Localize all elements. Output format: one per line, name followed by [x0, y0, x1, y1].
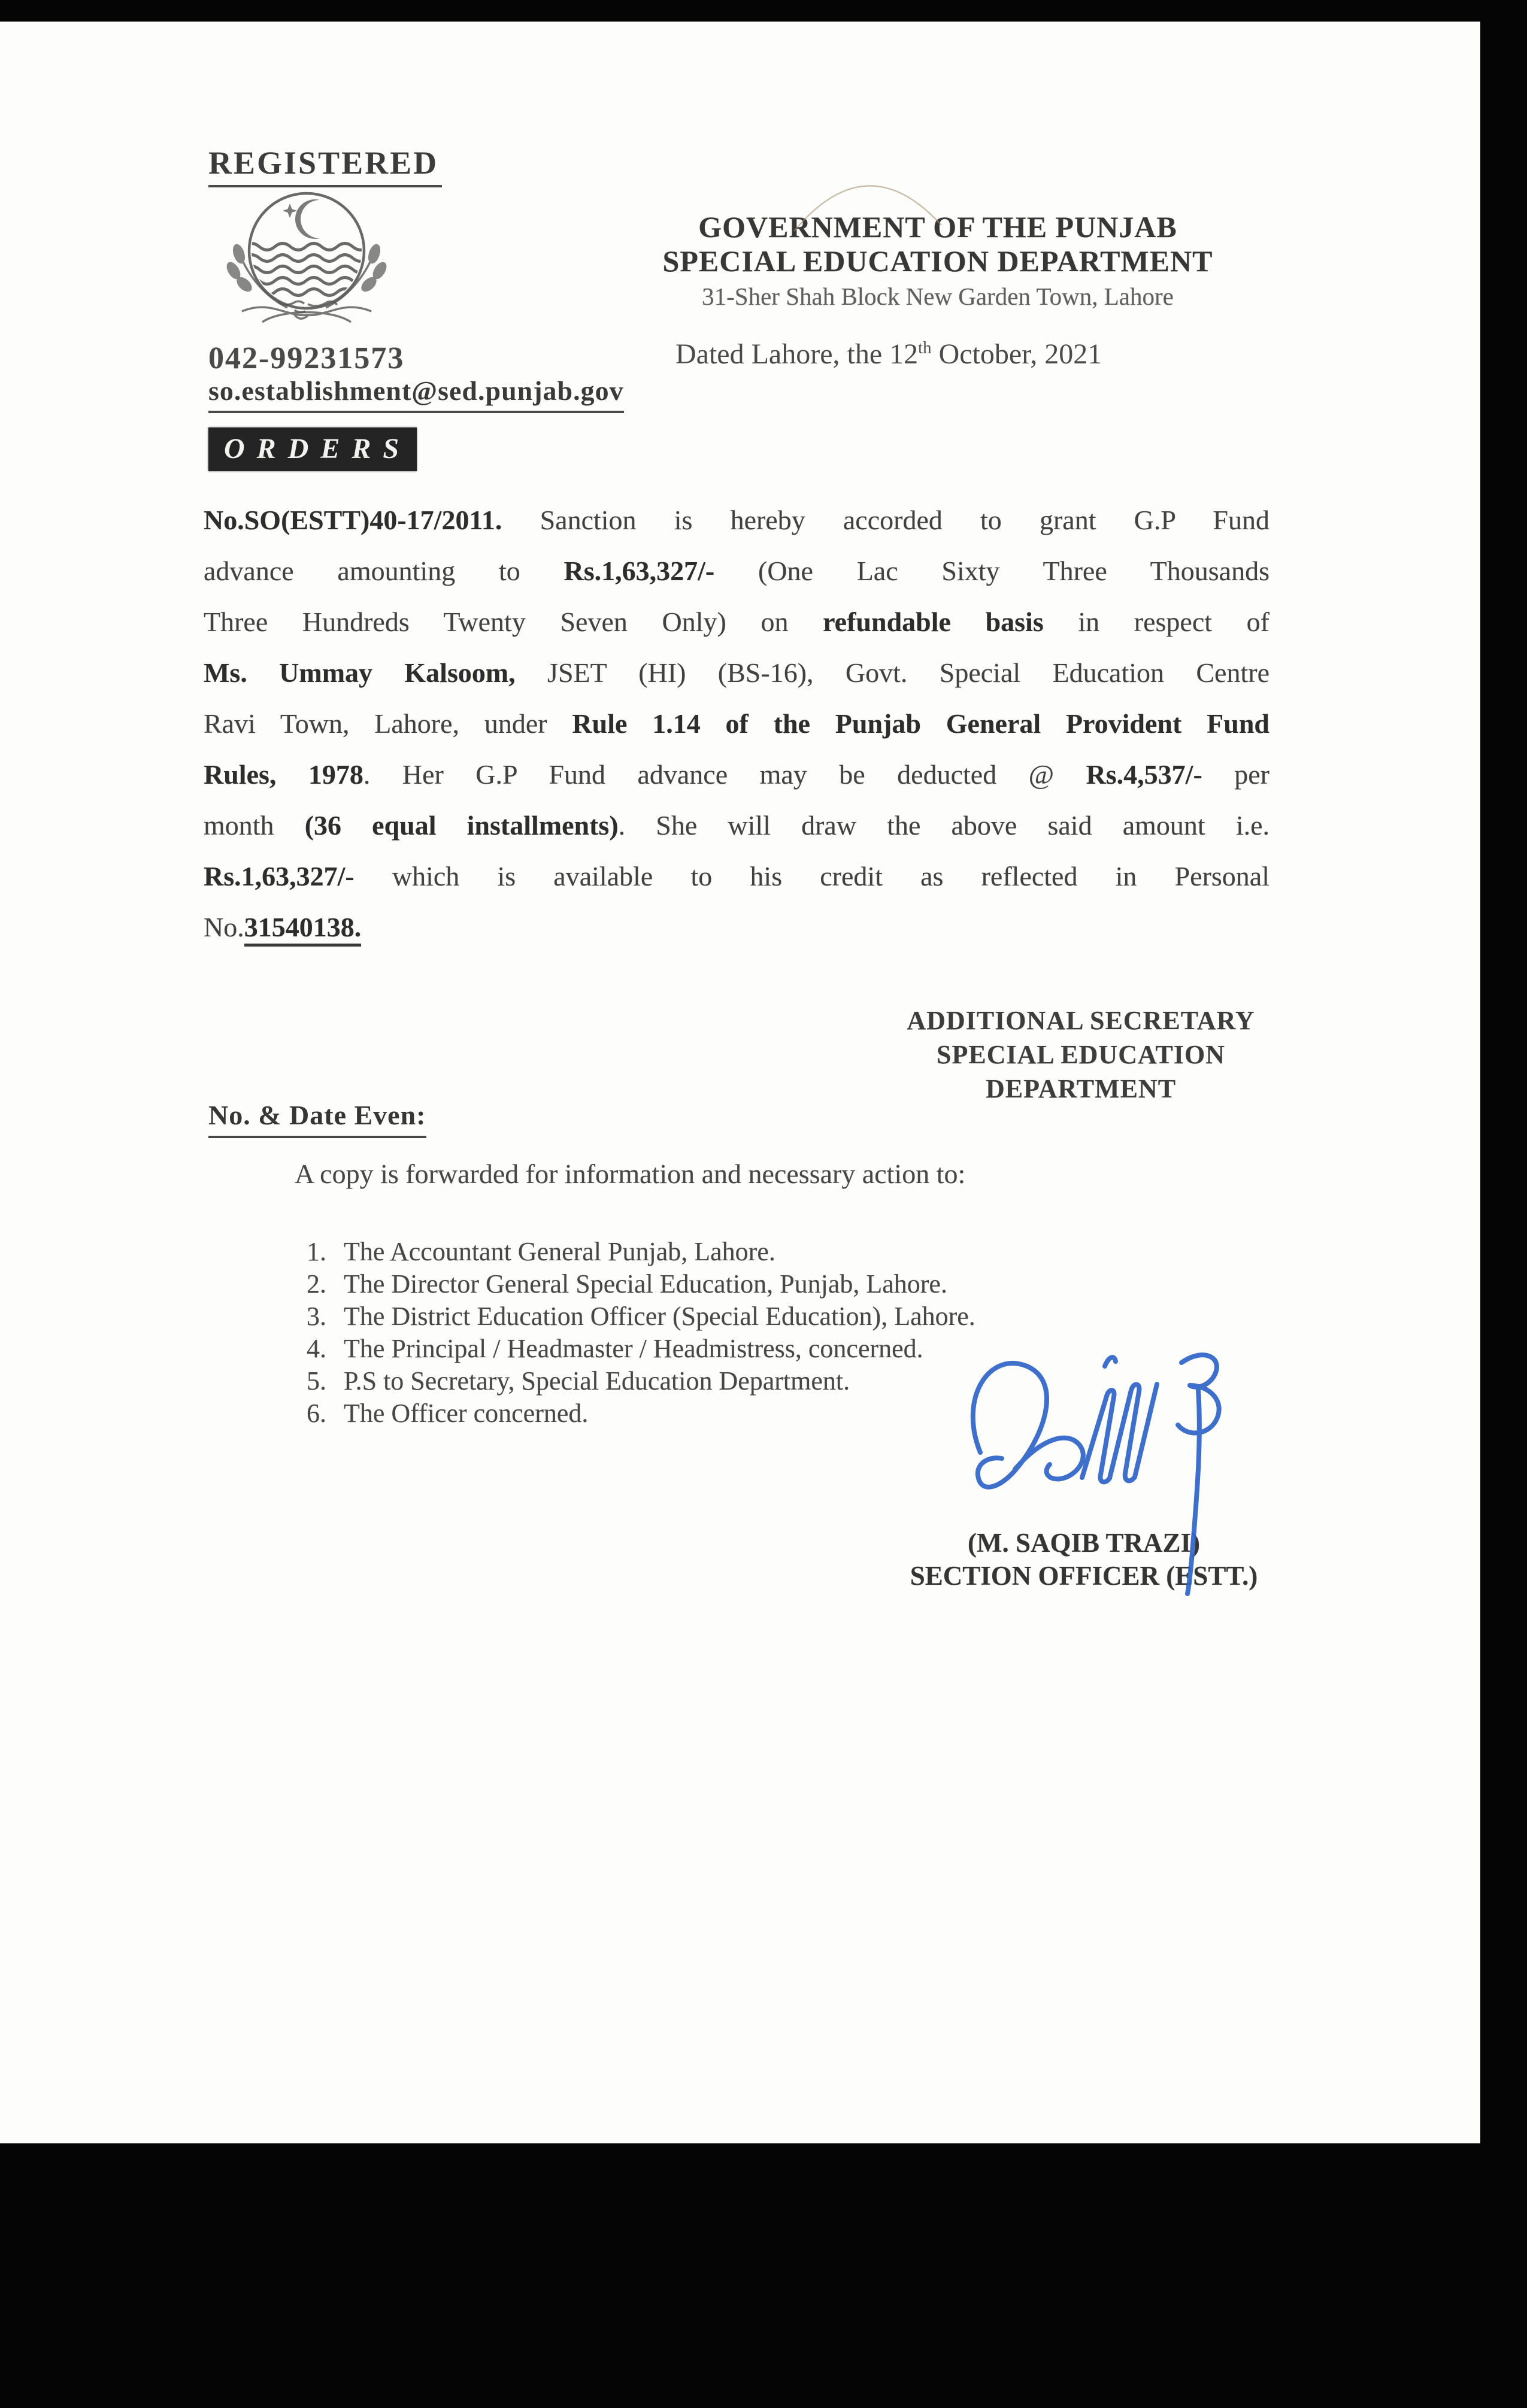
text-segment: Ms. Ummay Kalsoom,	[204, 657, 516, 688]
scan-curl-artifact	[790, 160, 946, 235]
signatory-line: SPECIAL EDUCATION	[937, 1040, 1225, 1069]
body-line	[204, 647, 1270, 698]
date-suffix: October, 2021	[931, 338, 1102, 370]
body-line	[204, 596, 1270, 647]
text-segment: (36 equal installments)	[304, 810, 619, 841]
text-segment: which is available to his credit as reflected in Personal	[354, 861, 1270, 891]
star-icon	[283, 204, 297, 218]
document-page	[0, 22, 1480, 2143]
department-address: 31-Sher Shah Block New Garden Town, Lahore	[702, 283, 1174, 310]
date-ordinal-suffix: th	[918, 338, 932, 357]
text-segment: No.SO(ESTT)40-17/2011.	[204, 505, 502, 535]
item-number: 6.	[307, 1399, 326, 1428]
forwarding-line: A copy is forwarded for information and necessary action to:	[295, 1158, 966, 1189]
body-line	[204, 902, 1270, 953]
text-segment: (One Lac Sixty Three Thousands	[714, 556, 1270, 586]
phone-number: 042-99231573	[208, 341, 405, 375]
text-segment: Rules, 1978	[204, 759, 363, 790]
body-line	[204, 749, 1270, 800]
item-text: The District Education Officer (Special Education), Lahore.	[344, 1302, 975, 1331]
text-segment: . Her G.P Fund advance may be deducted @	[363, 759, 1086, 790]
body-line	[204, 545, 1270, 596]
item-number: 5.	[307, 1366, 326, 1396]
item-number: 4.	[307, 1334, 326, 1363]
item-text: The Accountant General Punjab, Lahore.	[344, 1237, 775, 1266]
officer-title: SECTION OFFICER (ESTT.)	[910, 1561, 1258, 1591]
body-line	[204, 495, 1270, 545]
list-item	[307, 1236, 975, 1268]
item-number: 3.	[307, 1302, 326, 1331]
text-segment: Rs.4,537/-	[1086, 759, 1202, 790]
item-text: The Principal / Headmaster / Headmistress, concerned.	[344, 1334, 923, 1363]
text-segment: advance amounting to	[204, 556, 564, 586]
officer-signature-block	[862, 1527, 1305, 1593]
list-item	[307, 1365, 975, 1397]
text-segment: month	[204, 810, 305, 841]
body-line	[204, 698, 1270, 749]
text-segment: Sanction is hereby accorded to grant G.P Fund	[502, 505, 1270, 535]
text-segment: Rs.1,63,327/-	[204, 861, 355, 891]
orders-heading: ORDERS	[208, 427, 417, 471]
text-segment: JSET (HI) (BS-16), Govt. Special Education Centre	[515, 657, 1270, 688]
signatory-line: DEPARTMENT	[985, 1074, 1177, 1103]
registered-label: REGISTERED	[208, 144, 442, 187]
text-segment: Ravi Town, Lahore, under	[204, 708, 572, 739]
text-segment: Rs.1,63,327/-	[563, 556, 715, 586]
item-text: The Director General Special Education, Punjab, Lahore.	[344, 1269, 947, 1299]
body-line	[204, 800, 1270, 851]
officer-name: (M. SAQIB TRAZI)	[968, 1528, 1200, 1558]
item-text: P.S to Secretary, Special Education Department.	[344, 1366, 850, 1396]
order-body-paragraph	[204, 495, 1270, 953]
department-title: SPECIAL EDUCATION DEPARTMENT	[662, 244, 1213, 278]
text-segment: No.	[204, 912, 244, 942]
no-date-even-label: No. & Date Even:	[208, 1099, 426, 1138]
date-line	[675, 338, 1102, 371]
text-segment: 31540138.	[244, 912, 362, 947]
text-segment: refundable basis	[823, 606, 1044, 637]
signatory-line: ADDITIONAL SECRETARY	[907, 1006, 1255, 1035]
text-segment: Rule 1.14 of the Punjab General Provident Fund	[572, 708, 1270, 739]
government-title: GOVERNMENT OF THE PUNJAB	[698, 210, 1177, 244]
text-segment: in respect of	[1043, 606, 1270, 637]
text-segment: per	[1202, 759, 1270, 790]
body-line	[204, 851, 1270, 902]
list-item	[307, 1268, 975, 1300]
date-prefix: Dated Lahore, the 12	[675, 338, 919, 370]
crescent-icon	[295, 199, 320, 239]
item-number: 1.	[307, 1237, 326, 1266]
punjab-crest-logo	[223, 187, 390, 330]
list-item	[307, 1333, 975, 1365]
item-text: The Officer concerned.	[344, 1399, 589, 1428]
text-segment: Three Hundreds Twenty Seven Only) on	[204, 606, 823, 637]
email-address: so.establishment@sed.punjab.gov	[208, 375, 624, 413]
list-item	[307, 1397, 975, 1430]
item-number: 2.	[307, 1269, 326, 1299]
signatory-designation-block	[880, 1003, 1281, 1106]
list-item	[307, 1300, 975, 1333]
text-segment: . She will draw the above said amount i.e.	[618, 810, 1270, 841]
recipient-list	[307, 1236, 975, 1430]
